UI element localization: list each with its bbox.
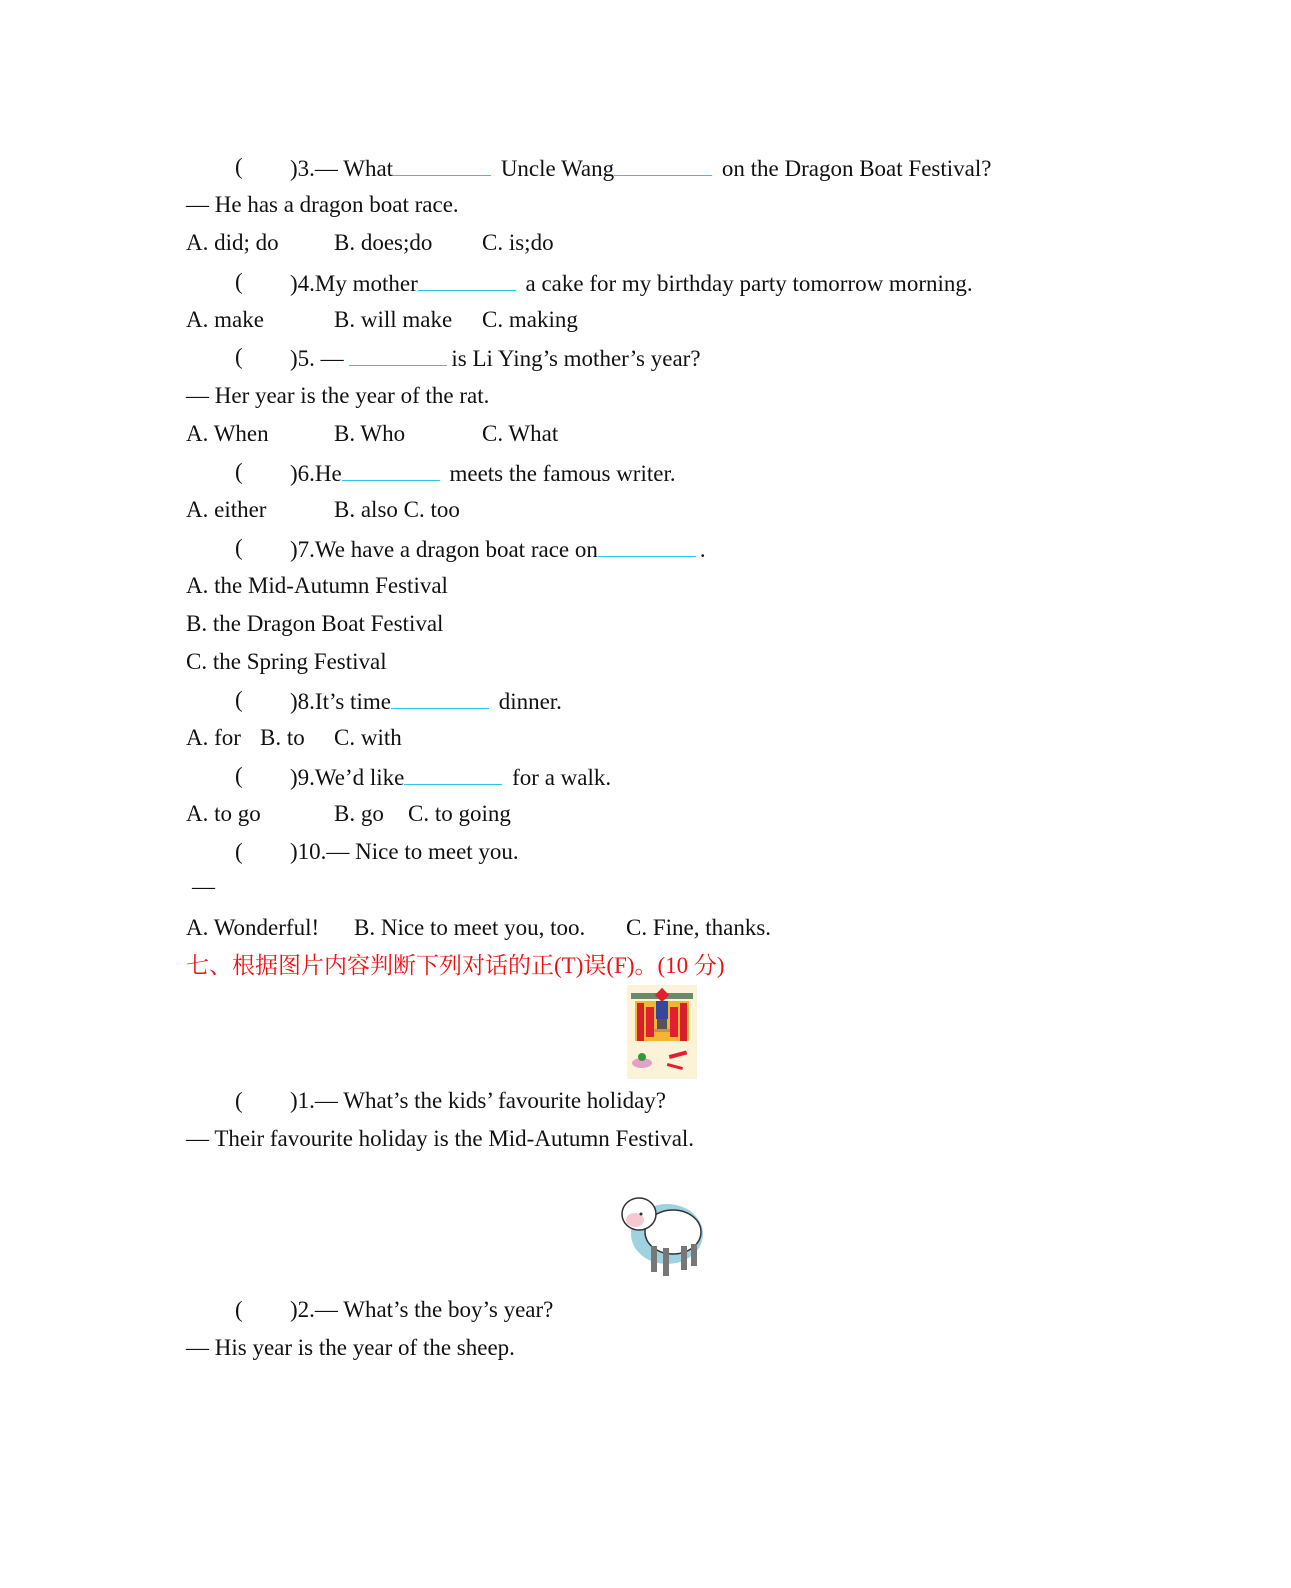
answer-paren: ( (235, 344, 243, 369)
q9-text-a: )9.We’d like (290, 765, 405, 790)
q6-options (186, 496, 786, 524)
t2-response: — His year is the year of the sheep. (186, 1335, 515, 1360)
q3-text-a: )3.— What (290, 156, 394, 181)
q9-blank (404, 762, 502, 785)
question-4 (186, 268, 1086, 296)
option-b: B. the Dragon Boat Festival (186, 611, 444, 636)
q3-blank-1 (393, 153, 491, 176)
q3-options (186, 229, 786, 257)
q7-text-a: )7.We have a dragon boat race on (290, 537, 598, 562)
tf-question-2 (186, 1296, 1086, 1324)
q4-text-c: a cake for my birthday party tomorrow morning. (525, 271, 973, 296)
q5-text-a: )5. — (290, 346, 344, 371)
option-b: B. go (334, 801, 384, 826)
option-c: C. Fine, thanks. (626, 915, 772, 940)
answer-paren: ( (235, 459, 243, 484)
spring-festival-picture (627, 985, 697, 1079)
option-b: B. will make (334, 307, 453, 332)
option-a: A. When (186, 421, 269, 446)
option-a: A. for (186, 725, 241, 750)
section-7-heading: 七、根据图片内容判断下列对话的正(T)误(F)。(10 分) (186, 953, 725, 978)
tf-question-1 (186, 1087, 1086, 1115)
answer-paren: ( (235, 154, 243, 179)
t2-text: )2.— What’s the boy’s year? (290, 1297, 554, 1322)
q8-text-a: )8.It’s time (290, 689, 391, 714)
option-c: C. What (482, 421, 559, 446)
q8-options (186, 724, 786, 752)
q8-blank (391, 686, 489, 709)
q4-blank (418, 268, 516, 291)
q10-text: )10.— Nice to meet you. (290, 839, 519, 864)
t1-text: )1.— What’s the kids’ favourite holiday? (290, 1088, 666, 1113)
answer-paren: ( (235, 1088, 243, 1113)
q6-text-a: )6.He (290, 461, 342, 486)
option-a: A. Wonderful! (186, 915, 320, 940)
option-c: C. to going (408, 801, 511, 826)
q3-response: — He has a dragon boat race. (186, 192, 459, 217)
q9-options (186, 800, 786, 828)
sheep-picture (615, 1190, 707, 1280)
q7-blank (598, 534, 696, 557)
q3-text-b: Uncle Wang (500, 156, 615, 181)
option-a: A. make (186, 307, 264, 332)
question-6 (186, 458, 1086, 486)
option-b: B. does;do (334, 230, 433, 255)
option-b: B. to (260, 725, 305, 750)
option-b: B. Who (334, 421, 406, 446)
option-c: C. with (334, 725, 402, 750)
question-8 (186, 686, 1086, 714)
q9-text-c: for a walk. (512, 765, 612, 790)
q5-response: — Her year is the year of the rat. (186, 383, 490, 408)
question-7 (186, 534, 1086, 562)
answer-paren: ( (235, 763, 243, 788)
q8-text-c: dinner. (498, 689, 562, 714)
q3-blank-2 (614, 153, 712, 176)
answer-paren: ( (235, 687, 243, 712)
answer-paren: ( (235, 269, 243, 294)
q10-options (186, 914, 886, 942)
question-3 (186, 153, 1086, 181)
question-9 (186, 762, 1086, 790)
q3-text-c: on the Dragon Boat Festival? (721, 156, 992, 181)
answer-paren: ( (235, 839, 243, 864)
option-a: A. either (186, 497, 267, 522)
q5-text-c: is Li Ying’s mother’s year? (451, 346, 701, 371)
q6-blank (342, 458, 440, 481)
option-b: B. Nice to meet you, too. (354, 915, 586, 940)
q5-options (186, 420, 786, 448)
option-a: A. did; do (186, 230, 279, 255)
option-c: C. the Spring Festival (186, 649, 387, 674)
q10-response-dash: — (192, 874, 215, 899)
answer-paren: ( (235, 535, 243, 560)
option-a: A. to go (186, 801, 261, 826)
q6-text-c: meets the famous writer. (449, 461, 676, 486)
t1-response: — Their favourite holiday is the Mid-Autumn Festival. (186, 1126, 695, 1151)
q4-options (186, 306, 786, 334)
q4-text-a: )4.My mother (290, 271, 418, 296)
answer-paren: ( (235, 1297, 243, 1322)
option-c: C. making (482, 307, 578, 332)
question-5 (186, 343, 1086, 371)
q5-blank (349, 343, 447, 366)
q7-text-c: . (699, 537, 706, 562)
option-b-c: B. also C. too (334, 497, 460, 522)
option-c: C. is;do (482, 230, 554, 255)
option-a: A. the Mid-Autumn Festival (186, 573, 448, 598)
question-10 (186, 838, 1086, 866)
